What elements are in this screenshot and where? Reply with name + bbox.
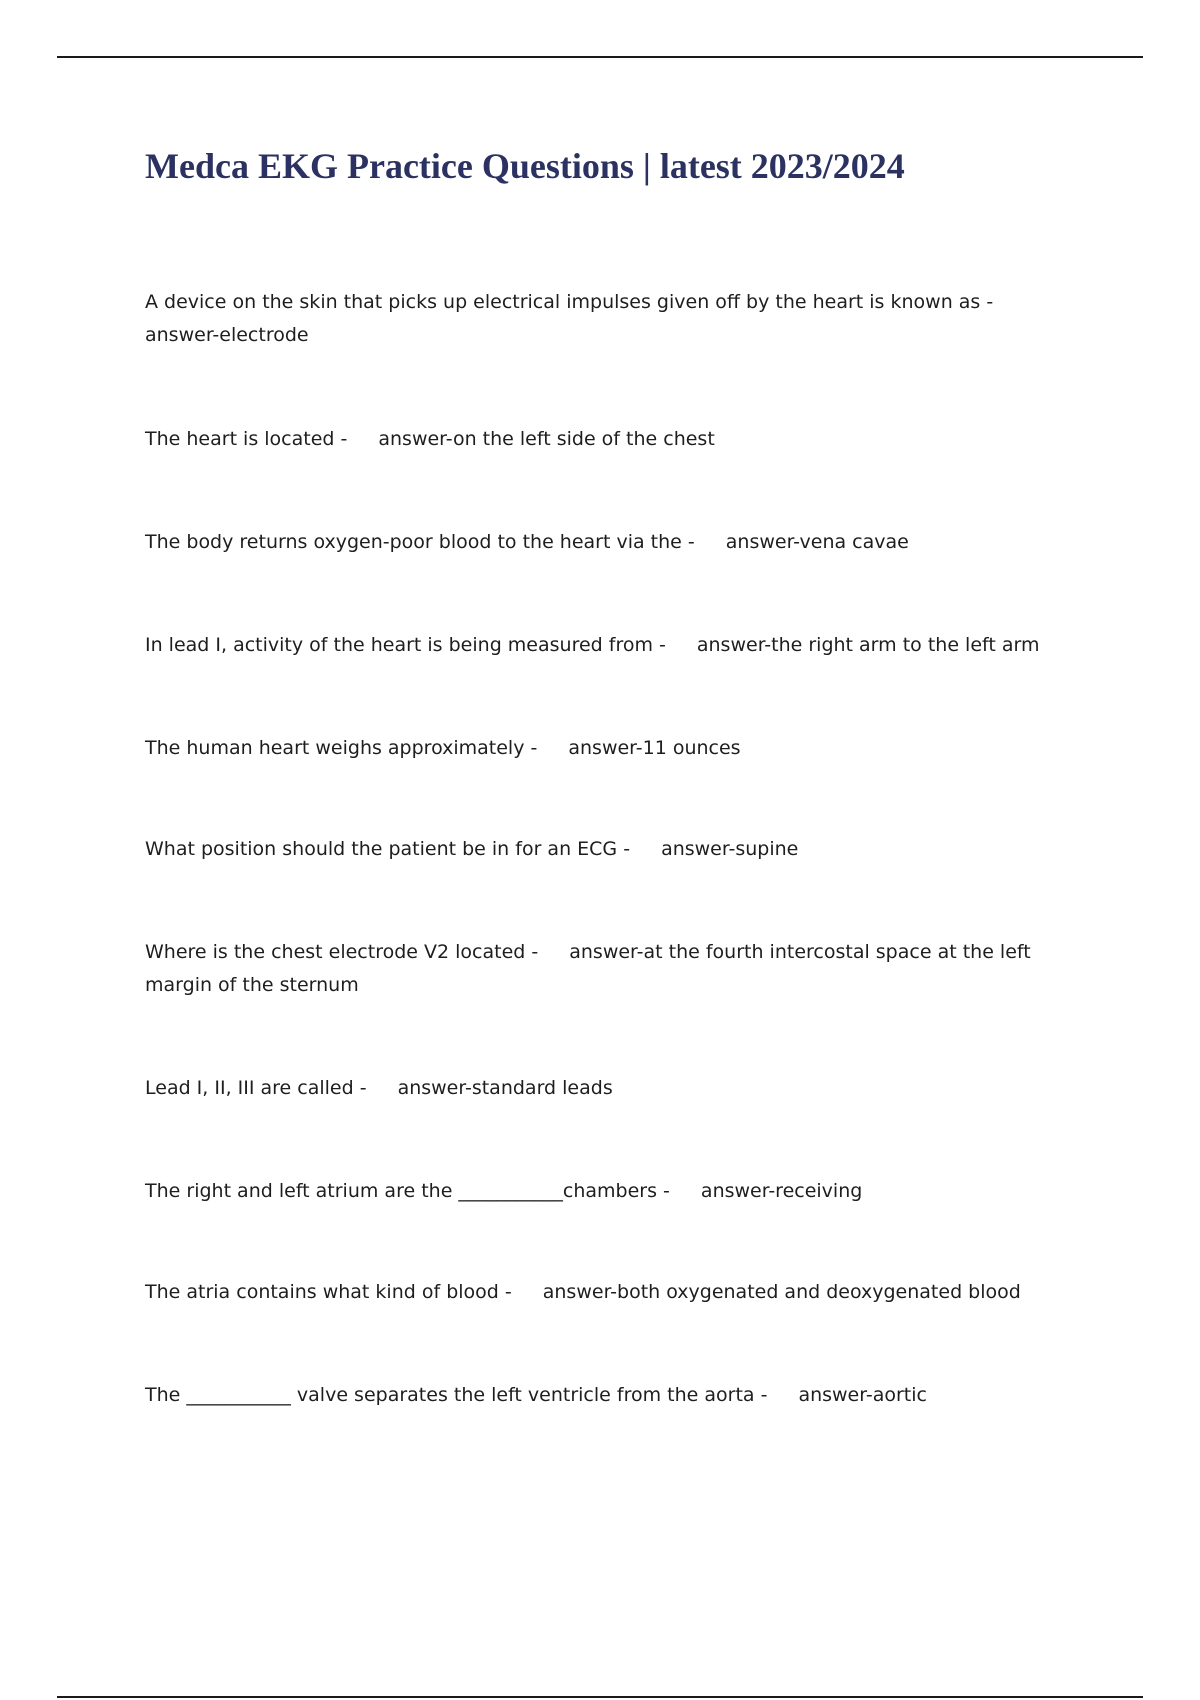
answer-text: answer-supine [661, 838, 799, 860]
question-text: The ___________ valve separates the left ventricle from the aorta - [145, 1384, 768, 1406]
answer-text: answer-aortic [798, 1384, 927, 1406]
qa-item [145, 936, 1085, 1002]
answer-text: answer-electrode [145, 324, 309, 346]
question-text: In lead I, activity of the heart is being measured from - [145, 634, 666, 656]
qa-item [145, 629, 1085, 662]
answer-text: answer-standard leads [397, 1077, 613, 1099]
answer-text: answer-receiving [700, 1180, 863, 1202]
answer-text: answer-11 ounces [568, 737, 741, 759]
qa-item [145, 732, 1085, 765]
answer-text: answer-on the left side of the chest [378, 428, 715, 450]
qa-item [145, 1072, 1085, 1105]
document-title: Medca EKG Practice Questions | latest 2023/2024 [145, 146, 905, 186]
answer-text: answer-the right arm to the left arm [696, 634, 1040, 656]
qa-item [145, 1175, 1085, 1208]
answer-text: answer-vena cavae [725, 531, 909, 553]
question-text: The right and left atrium are the ___________chambers - [145, 1180, 670, 1202]
qa-item [145, 286, 1085, 352]
question-text: The atria contains what kind of blood - [145, 1281, 512, 1303]
qa-item [145, 1276, 1085, 1309]
top-divider [57, 56, 1143, 58]
question-text: Lead I, II, III are called - [145, 1077, 367, 1099]
answer-text: answer-both oxygenated and deoxygenated blood [542, 1281, 1021, 1303]
question-text: The heart is located - [145, 428, 348, 450]
question-text: A device on the skin that picks up electrical impulses given off by the heart is known as - [145, 291, 994, 313]
question-text: What position should the patient be in for an ECG - [145, 838, 631, 860]
qa-item [145, 1379, 1085, 1412]
question-text: The body returns oxygen-poor blood to the heart via the - [145, 531, 695, 553]
qa-item [145, 423, 1085, 456]
qa-item [145, 526, 1085, 559]
bottom-divider [57, 1696, 1143, 1698]
question-text: The human heart weighs approximately - [145, 737, 538, 759]
answer-text: answer-at the fourth intercostal space at the left margin of the sternum [145, 941, 1031, 996]
question-text: Where is the chest electrode V2 located - [145, 941, 539, 963]
qa-item [145, 833, 1085, 866]
